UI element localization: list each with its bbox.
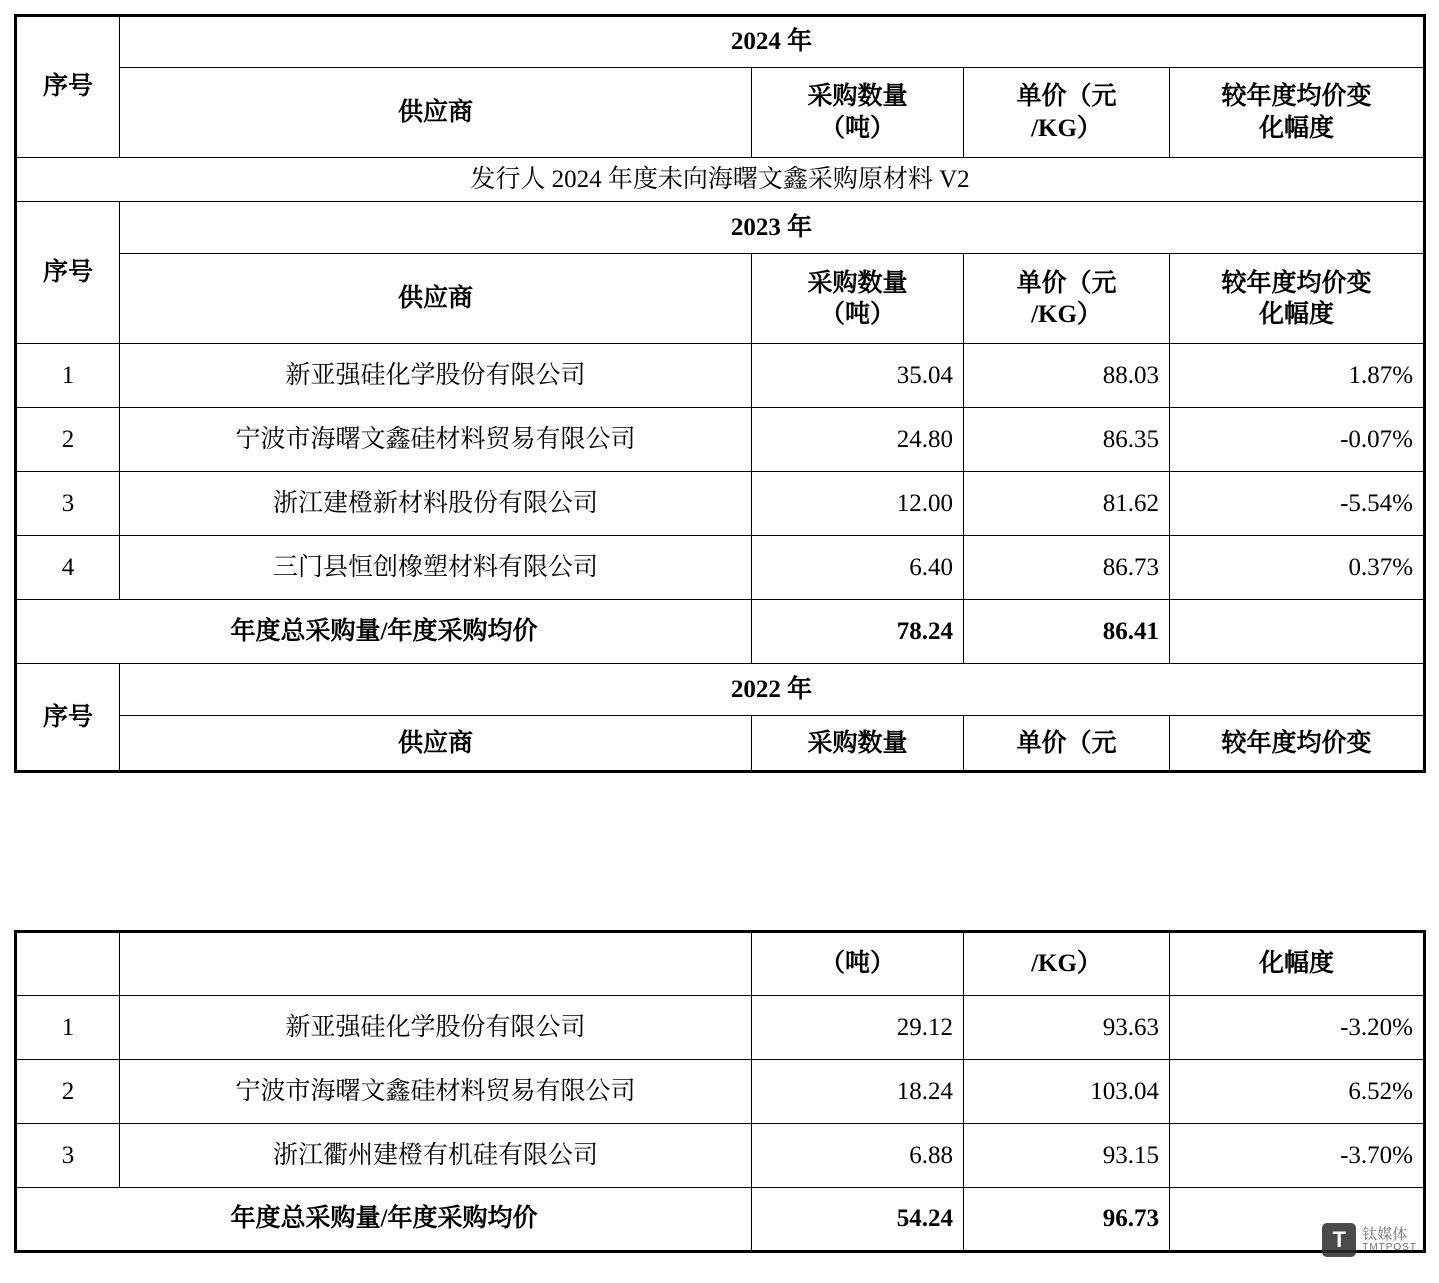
table-row (16, 158, 1425, 202)
row-seq: 3 (16, 1124, 120, 1188)
year-header-2023: 2023 年 (120, 202, 1425, 254)
table-row-total (16, 1188, 1425, 1252)
table-row (16, 1124, 1425, 1188)
row-supplier: 宁波市海曙文鑫硅材料贸易有限公司 (120, 408, 752, 472)
table-row (16, 254, 1425, 344)
row-change: -3.70% (1170, 1124, 1425, 1188)
column-header-supplier-2022: 供应商 (120, 716, 752, 772)
total-price-2023: 86.41 (964, 600, 1170, 664)
column-header-seq-2022: 序号 (16, 664, 120, 772)
column-header-supplier: 供应商 (120, 68, 752, 158)
watermark-text (1362, 1227, 1417, 1253)
table-row (16, 408, 1425, 472)
column-header-price-2022: 单价（元 (964, 716, 1170, 772)
row-price: 93.63 (964, 996, 1170, 1060)
table-row (16, 996, 1425, 1060)
continued-header-change: 化幅度 (1170, 932, 1425, 996)
column-header-price-2023 (964, 254, 1170, 344)
row-seq: 1 (16, 344, 120, 408)
total-label-2022: 年度总采购量/年度采购均价 (16, 1188, 752, 1252)
row-seq: 2 (16, 408, 120, 472)
row-quantity: 35.04 (752, 344, 964, 408)
row-quantity: 24.80 (752, 408, 964, 472)
row-quantity: 29.12 (752, 996, 964, 1060)
row-supplier: 宁波市海曙文鑫硅材料贸易有限公司 (120, 1060, 752, 1124)
column-header-price (964, 68, 1170, 158)
table-row (16, 664, 1425, 716)
continued-header-supplier (120, 932, 752, 996)
row-price: 103.04 (964, 1060, 1170, 1124)
procurement-table-top (14, 14, 1426, 773)
column-header-quantity-2023 (752, 254, 964, 344)
row-supplier: 新亚强硅化学股份有限公司 (120, 996, 752, 1060)
continued-header-quantity: （吨） (752, 932, 964, 996)
table-row (16, 932, 1425, 996)
column-header-quantity (752, 68, 964, 158)
total-label-2023: 年度总采购量/年度采购均价 (16, 600, 752, 664)
year-header-2024: 2024 年 (120, 16, 1425, 68)
column-header-change-line1: 较年度均价变 (1221, 83, 1372, 111)
column-header-price-line2: /KG） (1031, 114, 1102, 142)
continued-header-seq (16, 932, 120, 996)
watermark-text-cn: 钛媒体 (1362, 1225, 1408, 1243)
column-header-change-2023 (1170, 254, 1425, 344)
row-quantity: 18.24 (752, 1060, 964, 1124)
note-row: 发行人 2024 年度未向海曙文鑫采购原材料 V2 (16, 158, 1425, 202)
table-row (16, 536, 1425, 600)
row-supplier: 浙江衢州建橙有机硅有限公司 (120, 1124, 752, 1188)
table-row (16, 344, 1425, 408)
row-price: 81.62 (964, 472, 1170, 536)
row-change: 1.87% (1170, 344, 1425, 408)
row-price: 86.35 (964, 408, 1170, 472)
column-header-quantity-line2: （吨） (819, 114, 895, 142)
column-header-price-2023-line2: /KG） (1031, 300, 1102, 328)
column-header-quantity-2023-line1: 采购数量 (807, 269, 908, 297)
row-price: 86.73 (964, 536, 1170, 600)
total-quantity-2023: 78.24 (752, 600, 964, 664)
table-row (16, 472, 1425, 536)
total-change-2023 (1170, 600, 1425, 664)
table-row (16, 716, 1425, 772)
year-header-2022: 2022 年 (120, 664, 1425, 716)
row-price: 93.15 (964, 1124, 1170, 1188)
row-quantity: 6.40 (752, 536, 964, 600)
column-header-change-2023-line1: 较年度均价变 (1221, 269, 1372, 297)
column-header-price-2023-line1: 单价（元 (1016, 269, 1117, 297)
watermark-logo-icon: T (1322, 1223, 1356, 1257)
column-header-quantity-line1: 采购数量 (807, 83, 908, 111)
column-header-quantity-2023-line2: （吨） (819, 300, 895, 328)
row-seq: 1 (16, 996, 120, 1060)
table-row (16, 68, 1425, 158)
table-row-total (16, 600, 1425, 664)
column-header-supplier-2023: 供应商 (120, 254, 752, 344)
row-supplier: 新亚强硅化学股份有限公司 (120, 344, 752, 408)
procurement-table-bottom (14, 930, 1426, 1253)
table-row (16, 202, 1425, 254)
column-header-price-line1: 单价（元 (1016, 83, 1117, 111)
table-row (16, 16, 1425, 68)
column-header-change (1170, 68, 1425, 158)
row-quantity: 6.88 (752, 1124, 964, 1188)
row-seq: 4 (16, 536, 120, 600)
row-quantity: 12.00 (752, 472, 964, 536)
row-seq: 3 (16, 472, 120, 536)
row-supplier: 浙江建橙新材料股份有限公司 (120, 472, 752, 536)
row-change: 6.52% (1170, 1060, 1425, 1124)
table-row (16, 1060, 1425, 1124)
column-header-seq-2023: 序号 (16, 202, 120, 344)
row-seq: 2 (16, 1060, 120, 1124)
column-header-change-2022: 较年度均价变 (1170, 716, 1425, 772)
row-change: 0.37% (1170, 536, 1425, 600)
total-price-2022: 96.73 (964, 1188, 1170, 1252)
continued-header-price: /KG） (964, 932, 1170, 996)
row-change: -3.20% (1170, 996, 1425, 1060)
total-quantity-2022: 54.24 (752, 1188, 964, 1252)
column-header-change-line2: 化幅度 (1259, 114, 1335, 142)
column-header-seq: 序号 (16, 16, 120, 158)
row-change: -0.07% (1170, 408, 1425, 472)
row-supplier: 三门县恒创橡塑材料有限公司 (120, 536, 752, 600)
watermark-text-en: TMTPOST (1362, 1241, 1417, 1253)
row-price: 88.03 (964, 344, 1170, 408)
column-header-quantity-2022: 采购数量 (752, 716, 964, 772)
column-header-change-2023-line2: 化幅度 (1259, 300, 1335, 328)
watermark (1322, 1223, 1417, 1257)
row-change: -5.54% (1170, 472, 1425, 536)
